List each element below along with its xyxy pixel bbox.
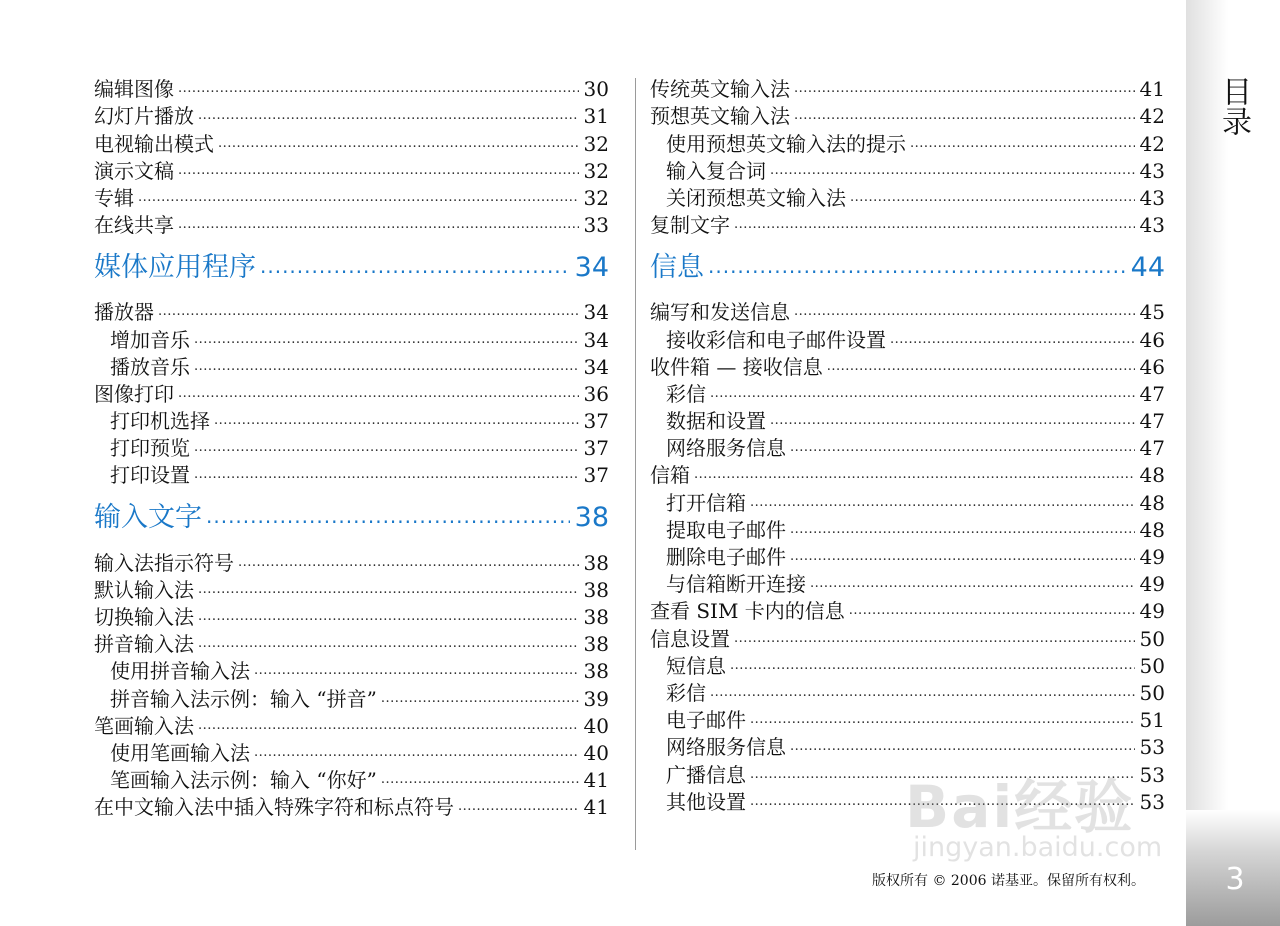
toc-leader-dots bbox=[790, 520, 1135, 540]
toc-page-number: 37 bbox=[583, 409, 609, 434]
toc-entry[interactable] bbox=[650, 517, 1165, 544]
toc-leader-dots bbox=[238, 553, 579, 573]
toc-page-number: 32 bbox=[583, 131, 609, 156]
toc-page-number: 48 bbox=[1139, 490, 1165, 515]
toc-page-number: 38 bbox=[583, 605, 609, 629]
column-divider bbox=[635, 78, 636, 850]
toc-leader-dots bbox=[198, 106, 579, 126]
toc-entry[interactable] bbox=[94, 130, 609, 157]
toc-leader-dots bbox=[198, 716, 579, 736]
toc-page-number: 50 bbox=[1139, 653, 1165, 678]
toc-entry[interactable] bbox=[94, 658, 609, 685]
toc-entry[interactable] bbox=[650, 185, 1165, 212]
toc-entry-title: 电子邮件 bbox=[666, 708, 746, 733]
toc-entry-title: 图像打印 bbox=[94, 381, 174, 406]
toc-entry-title: 查看 SIM 卡内的信息 bbox=[650, 599, 845, 624]
section-title: 目录 bbox=[1216, 76, 1251, 136]
toc-entry-title: 使用预想英文输入法的提示 bbox=[666, 131, 906, 156]
toc-entry[interactable] bbox=[94, 103, 609, 130]
toc-leader-dots bbox=[214, 411, 579, 431]
toc-page-number: 37 bbox=[583, 436, 609, 461]
toc-column-left bbox=[94, 76, 609, 821]
toc-leader-dots bbox=[198, 580, 579, 600]
toc-entry-title: 输入复合词 bbox=[666, 158, 766, 183]
toc-leader-dots bbox=[458, 797, 579, 817]
toc-chapter-heading[interactable] bbox=[94, 248, 609, 288]
toc-leader-dots bbox=[158, 302, 579, 322]
toc-page-number: 42 bbox=[1139, 131, 1165, 156]
toc-leader-dots bbox=[381, 689, 579, 709]
toc-entry-title: 接收彩信和电子邮件设置 bbox=[666, 327, 886, 352]
toc-page-number: 49 bbox=[1139, 572, 1165, 597]
page-number: 3 bbox=[1225, 862, 1245, 897]
toc-page-number: 41 bbox=[1139, 77, 1165, 102]
toc-page-number: 34 bbox=[583, 327, 609, 352]
toc-entry[interactable] bbox=[94, 631, 609, 658]
toc-entry[interactable] bbox=[94, 299, 609, 326]
toc-leader-dots bbox=[381, 770, 579, 790]
toc-leader-dots bbox=[890, 330, 1135, 350]
toc-entry[interactable] bbox=[94, 354, 609, 381]
toc-page-number: 43 bbox=[1139, 185, 1165, 210]
toc-leader-dots bbox=[794, 106, 1135, 126]
toc-leader-dots bbox=[810, 574, 1135, 594]
toc-page-number: 51 bbox=[1139, 708, 1165, 733]
toc-entry-title: 拼音输入法 bbox=[94, 632, 194, 657]
toc-chapter-heading[interactable] bbox=[94, 498, 609, 538]
toc-page-number: 34 bbox=[583, 354, 609, 379]
toc-entry[interactable] bbox=[650, 435, 1165, 462]
toc-entry[interactable] bbox=[650, 544, 1165, 571]
toc-leader-dots bbox=[790, 547, 1135, 567]
toc-leader-dots bbox=[708, 252, 1126, 280]
toc-leader-dots bbox=[790, 438, 1135, 458]
toc-page-number: 48 bbox=[1139, 517, 1165, 542]
toc-page-number: 38 bbox=[583, 550, 609, 575]
toc-entry[interactable] bbox=[650, 212, 1165, 239]
toc-entry[interactable] bbox=[650, 326, 1165, 353]
toc-page-number: 46 bbox=[1139, 327, 1165, 352]
toc-leader-dots bbox=[750, 765, 1135, 785]
toc-entry-title: 笔画输入法 bbox=[94, 713, 194, 738]
toc-page-number: 46 bbox=[1139, 354, 1165, 379]
toc-entry[interactable] bbox=[94, 685, 609, 712]
toc-entry-title: 删除电子邮件 bbox=[666, 545, 786, 569]
toc-entry-title: 打开信箱 bbox=[666, 490, 746, 515]
toc-leader-dots bbox=[910, 134, 1135, 154]
toc-entry-title: 媒体应用程序 bbox=[94, 252, 256, 284]
toc-entry-title: 信息设置 bbox=[650, 626, 730, 651]
toc-entry-title: 网络服务信息 bbox=[666, 735, 786, 760]
toc-entry-title: 切换输入法 bbox=[94, 605, 194, 629]
toc-page-number: 41 bbox=[583, 795, 609, 820]
toc-leader-dots bbox=[790, 737, 1135, 757]
toc-entry[interactable] bbox=[650, 130, 1165, 157]
toc-entry-title: 使用笔画输入法 bbox=[110, 740, 250, 765]
toc-leader-dots bbox=[849, 601, 1135, 621]
toc-entry-title: 打印预览 bbox=[110, 436, 190, 461]
toc-entry-title: 广播信息 bbox=[666, 762, 746, 787]
toc-entry[interactable] bbox=[650, 299, 1165, 326]
toc-leader-dots bbox=[750, 792, 1135, 812]
toc-entry-title: 播放音乐 bbox=[110, 354, 190, 379]
toc-leader-dots bbox=[710, 683, 1135, 703]
toc-page-number: 37 bbox=[583, 463, 609, 488]
toc-entry[interactable] bbox=[94, 76, 609, 103]
toc-leader-dots bbox=[194, 330, 579, 350]
toc-page-number: 41 bbox=[583, 768, 609, 793]
toc-entry-title: 在中文输入法中插入特殊字符和标点符号 bbox=[94, 795, 454, 820]
toc-entry-title: 复制文字 bbox=[650, 213, 730, 238]
toc-leader-dots bbox=[710, 384, 1135, 404]
toc-entry[interactable] bbox=[650, 680, 1165, 707]
toc-leader-dots bbox=[850, 188, 1135, 208]
toc-entry-title: 与信箱断开连接 bbox=[666, 572, 806, 597]
toc-entry[interactable] bbox=[94, 577, 609, 604]
toc-entry[interactable] bbox=[650, 761, 1165, 788]
toc-entry[interactable] bbox=[94, 326, 609, 353]
toc-entry-title: 默认输入法 bbox=[94, 577, 194, 602]
toc-page-number: 49 bbox=[1139, 599, 1165, 624]
toc-page-number: 38 bbox=[583, 577, 609, 602]
toc-entry[interactable] bbox=[650, 103, 1165, 130]
toc-page-number: 40 bbox=[583, 740, 609, 765]
toc-entry[interactable] bbox=[650, 789, 1165, 816]
toc-entry-title: 使用拼音输入法 bbox=[110, 659, 250, 684]
toc-leader-dots bbox=[254, 661, 579, 681]
toc-page-number: 53 bbox=[1139, 762, 1165, 787]
toc-entry[interactable] bbox=[650, 734, 1165, 761]
toc-page-number: 36 bbox=[583, 381, 609, 406]
toc-entry-title: 编辑图像 bbox=[94, 77, 174, 102]
toc-page-number: 44 bbox=[1130, 252, 1165, 284]
toc-entry-title: 演示文稿 bbox=[94, 158, 174, 183]
toc-entry-title: 拼音输入法示例：输入 “拼音” bbox=[110, 686, 377, 711]
toc-page-number: 43 bbox=[1139, 158, 1165, 183]
toc-leader-dots bbox=[198, 607, 579, 627]
watermark-url: jingyan.baidu.com bbox=[913, 832, 1163, 863]
toc-entry-title: 输入文字 bbox=[94, 502, 202, 534]
toc-leader-dots bbox=[734, 215, 1135, 235]
toc-leader-dots bbox=[750, 493, 1135, 513]
toc-entry-title: 打印设置 bbox=[110, 463, 190, 488]
toc-entry-title: 信箱 bbox=[650, 463, 690, 488]
toc-page-number: 32 bbox=[583, 185, 609, 210]
toc-leader-dots bbox=[178, 215, 579, 235]
toc-page-number: 43 bbox=[1139, 213, 1165, 238]
toc-entry[interactable] bbox=[650, 653, 1165, 680]
toc-leader-dots bbox=[770, 161, 1135, 181]
toc-leader-dots bbox=[138, 188, 579, 208]
toc-leader-dots bbox=[260, 252, 570, 280]
toc-leader-dots bbox=[730, 656, 1135, 676]
toc-entry[interactable] bbox=[94, 435, 609, 462]
toc-entry-title: 彩信 bbox=[666, 381, 706, 406]
toc-entry-title: 打印机选择 bbox=[110, 409, 210, 434]
toc-entry-title: 预想英文输入法 bbox=[650, 104, 790, 129]
toc-leader-dots bbox=[254, 743, 579, 763]
toc-entry-title: 增加音乐 bbox=[110, 327, 190, 352]
toc-entry-title: 幻灯片播放 bbox=[94, 104, 194, 129]
toc-entry[interactable] bbox=[94, 713, 609, 740]
toc-leader-dots bbox=[178, 79, 579, 99]
toc-page-number: 47 bbox=[1139, 409, 1165, 434]
toc-entry[interactable] bbox=[94, 185, 609, 212]
toc-entry-title: 其他设置 bbox=[666, 789, 746, 814]
toc-page-number: 38 bbox=[583, 632, 609, 657]
toc-page-number: 50 bbox=[1139, 680, 1165, 705]
toc-entry[interactable] bbox=[650, 354, 1165, 381]
toc-entry[interactable] bbox=[650, 625, 1165, 652]
toc-entry[interactable] bbox=[650, 489, 1165, 516]
toc-leader-dots bbox=[198, 634, 579, 654]
toc-leader-dots bbox=[194, 357, 579, 377]
toc-entry[interactable] bbox=[650, 158, 1165, 185]
toc-entry-title: 在线共享 bbox=[94, 213, 174, 238]
toc-page-number: 53 bbox=[1139, 789, 1165, 814]
toc-page-number: 38 bbox=[574, 502, 609, 534]
toc-entry[interactable] bbox=[94, 212, 609, 239]
toc-leader-dots bbox=[770, 411, 1135, 431]
toc-entry-title: 输入法指示符号 bbox=[94, 550, 234, 575]
toc-page-number: 34 bbox=[583, 300, 609, 325]
toc-page-number: 38 bbox=[583, 659, 609, 684]
toc-entry-title: 专辑 bbox=[94, 185, 134, 210]
toc-column-right bbox=[650, 76, 1165, 816]
toc-page-number: 42 bbox=[1139, 104, 1165, 129]
toc-entry-title: 彩信 bbox=[666, 680, 706, 705]
toc-entry-title: 收件箱 — 接收信息 bbox=[650, 354, 823, 379]
toc-page-number: 32 bbox=[583, 158, 609, 183]
toc-page-number: 30 bbox=[583, 77, 609, 102]
toc-page-number: 40 bbox=[583, 713, 609, 738]
toc-entry[interactable] bbox=[94, 549, 609, 576]
toc-leader-dots bbox=[734, 629, 1135, 649]
toc-leader-dots bbox=[178, 384, 579, 404]
toc-entry[interactable] bbox=[650, 408, 1165, 435]
toc-page-number: 49 bbox=[1139, 545, 1165, 569]
toc-entry[interactable] bbox=[94, 408, 609, 435]
toc-entry[interactable] bbox=[94, 794, 609, 821]
toc-entry-title: 短信息 bbox=[666, 653, 726, 678]
toc-leader-dots bbox=[194, 465, 579, 485]
toc-entry-title: 电视输出模式 bbox=[94, 131, 214, 156]
toc-leader-dots bbox=[694, 465, 1135, 485]
toc-entry-title: 关闭预想英文输入法 bbox=[666, 185, 846, 210]
toc-leader-dots bbox=[178, 161, 579, 181]
toc-entry-title: 数据和设置 bbox=[666, 409, 766, 434]
sidebar-background bbox=[1186, 0, 1280, 926]
toc-entry-title: 笔画输入法示例：输入 “你好” bbox=[110, 768, 377, 793]
toc-page-number: 48 bbox=[1139, 463, 1165, 488]
toc-entry-title: 播放器 bbox=[94, 300, 154, 325]
toc-entry[interactable] bbox=[94, 740, 609, 767]
toc-page-number: 33 bbox=[583, 213, 609, 238]
toc-entry[interactable] bbox=[94, 604, 609, 631]
toc-leader-dots bbox=[827, 357, 1135, 377]
watermark-brand: Bai经验 bbox=[905, 773, 1135, 841]
toc-entry[interactable] bbox=[94, 767, 609, 794]
copyright-notice: 版权所有 © 2006 诺基亚。保留所有权利。 bbox=[872, 873, 1145, 889]
toc-page-number: 45 bbox=[1139, 300, 1165, 325]
toc-leader-dots bbox=[218, 134, 579, 154]
toc-leader-dots bbox=[794, 302, 1135, 322]
toc-entry[interactable] bbox=[650, 598, 1165, 625]
toc-page-number: 47 bbox=[1139, 381, 1165, 406]
toc-page-number: 34 bbox=[574, 252, 609, 284]
toc-entry[interactable] bbox=[94, 381, 609, 408]
toc-entry[interactable] bbox=[94, 462, 609, 489]
toc-entry[interactable] bbox=[650, 571, 1165, 598]
toc-entry-title: 编写和发送信息 bbox=[650, 300, 790, 325]
toc-entry-title: 网络服务信息 bbox=[666, 436, 786, 461]
toc-entry[interactable] bbox=[650, 76, 1165, 103]
toc-entry-title: 提取电子邮件 bbox=[666, 517, 786, 542]
toc-entry[interactable] bbox=[650, 707, 1165, 734]
toc-page-number: 53 bbox=[1139, 735, 1165, 760]
toc-entry[interactable] bbox=[650, 381, 1165, 408]
toc-entry-title: 传统英文输入法 bbox=[650, 77, 790, 102]
toc-entry[interactable] bbox=[94, 158, 609, 185]
toc-entry-title: 信息 bbox=[650, 252, 704, 284]
toc-page-number: 50 bbox=[1139, 626, 1165, 651]
toc-page-number: 31 bbox=[583, 104, 609, 129]
toc-page-number: 47 bbox=[1139, 436, 1165, 461]
toc-leader-dots bbox=[750, 710, 1135, 730]
toc-leader-dots bbox=[194, 438, 579, 458]
toc-leader-dots bbox=[794, 79, 1135, 99]
toc-page-number: 39 bbox=[583, 686, 609, 711]
toc-entry[interactable] bbox=[650, 462, 1165, 489]
toc-chapter-heading[interactable] bbox=[650, 248, 1165, 288]
toc-leader-dots bbox=[206, 502, 570, 530]
